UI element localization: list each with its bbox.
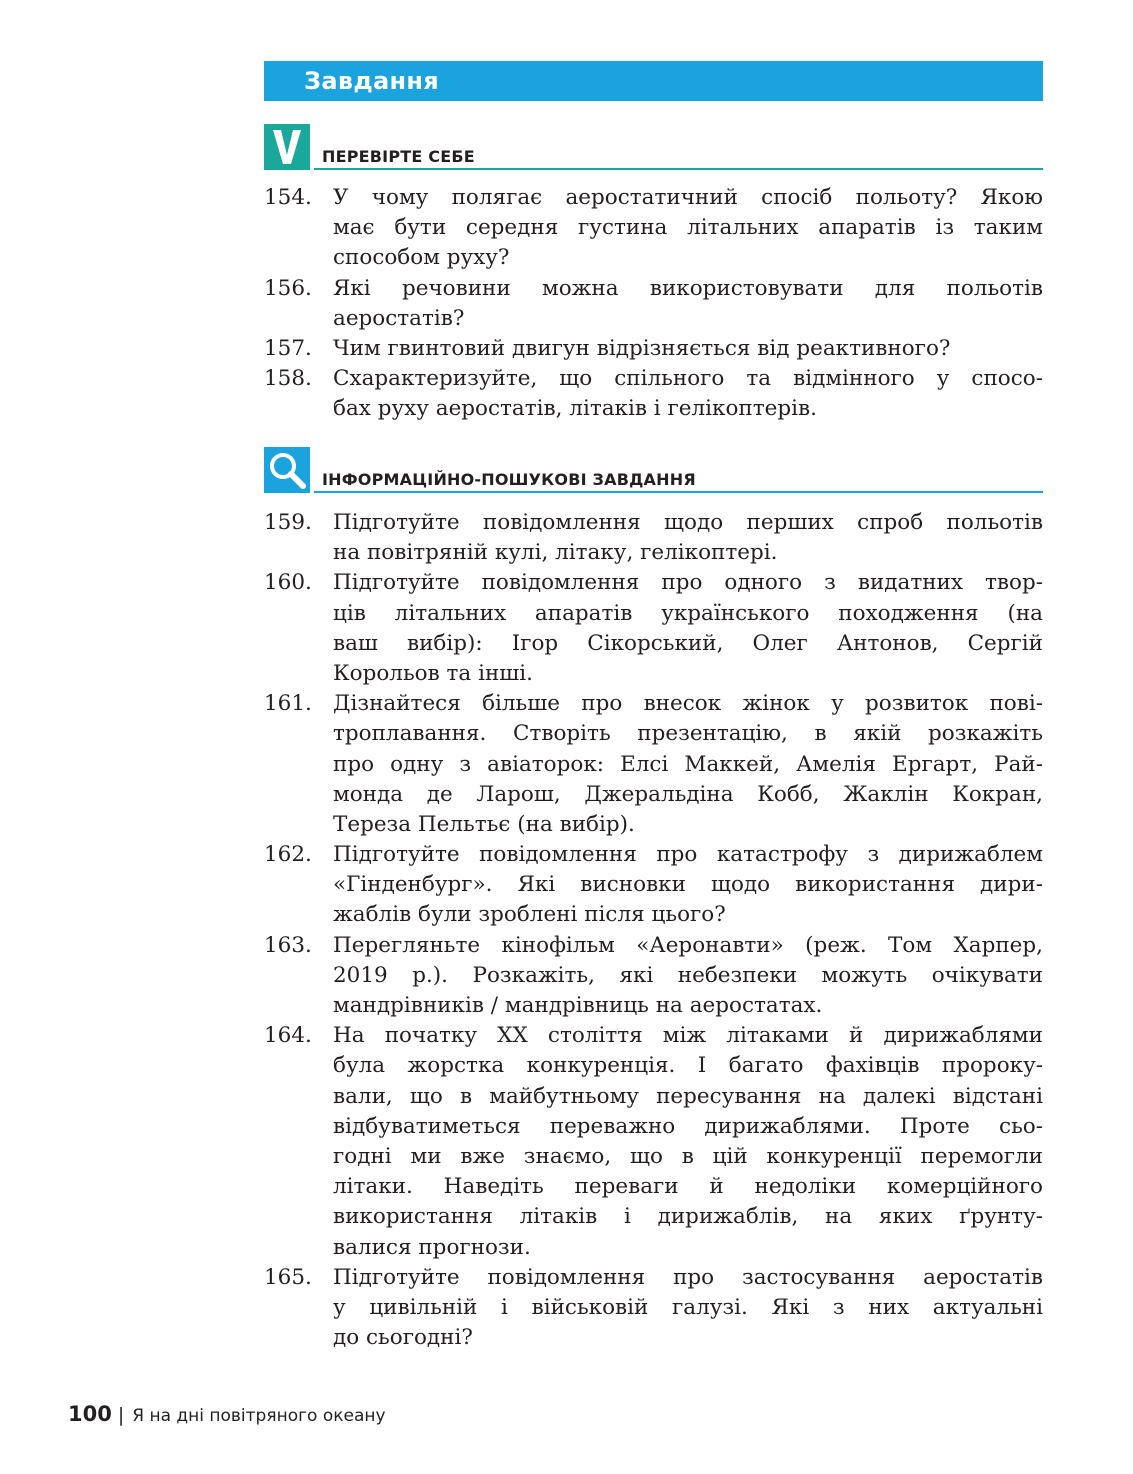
footer-separator: | (117, 1404, 125, 1426)
task-text-line: літаки. Наведіть переваги й недоліки комерційного (333, 1174, 1043, 1200)
task-number: 162. (264, 842, 312, 868)
task-text-line: до сьогодні? (333, 1325, 473, 1351)
task-text-line: використання літаків і дирижаблів, на яких ґрунту- (333, 1204, 1043, 1230)
page-footer (68, 1402, 386, 1426)
task-text-line: аеростатів? (333, 305, 465, 331)
task-text-line: про одну з авіаторок: Елсі Маккей, Амелія Ергарт, Рай- (333, 751, 1043, 777)
magnifier-icon (264, 447, 310, 493)
check-yourself-list (264, 183, 1043, 425)
task-number: 163. (264, 932, 312, 958)
chapter-title: Я на дні повітряного океану (132, 1406, 386, 1426)
task-text-line: на повітряній кулі, літаку, гелікоптері. (333, 540, 778, 566)
banner-title: Завдання (304, 67, 439, 95)
task-number: 161. (264, 691, 312, 717)
task-text-line: Чим гвинтовий двигун відрізняється від реактивного? (333, 335, 951, 361)
task-item (264, 274, 1043, 334)
task-text-line: Перегляньте кінофільм «Аеронавти» (реж. Том Харпер, (333, 932, 1043, 958)
task-text-line: «Гінденбург». Які висновки щодо використання дири- (333, 872, 1043, 898)
task-item (264, 364, 1043, 424)
task-text-line: у цивільній і військовій галузі. Які з них актуальні (333, 1294, 1043, 1320)
task-item (264, 183, 1043, 274)
section-check-yourself-header (264, 124, 1043, 170)
task-text-line: мандрівників / мандрівниць на аеростатах. (333, 993, 823, 1018)
task-text-line: жаблів були зроблені після цього? (333, 902, 726, 928)
task-text-line: годні ми вже знаємо, що в цій конкуренції перемогли (333, 1143, 1043, 1169)
task-text-line: монда де Ларош, Джеральдіна Кобб, Жаклін Кокран, (333, 781, 1043, 807)
task-text-line: валися прогнози. (333, 1234, 531, 1260)
task-text-line: має бути середня густина літальних апаратів із таким (333, 215, 1043, 241)
task-number: 158. (264, 366, 312, 392)
task-item (264, 508, 1043, 568)
task-text-line: 2019 р.). Розкажіть, які небезпеки можуть очікувати (333, 962, 1043, 988)
task-text-line: Підготуйте повідомлення про катастрофу з дирижаблем (333, 842, 1043, 868)
section-label: ПЕРЕВІРТЕ СЕБЕ (322, 147, 475, 166)
task-text-line: На початку XX століття між літаками й дирижаблями (333, 1023, 1043, 1049)
task-number: 165. (264, 1264, 312, 1290)
task-text-line: ваш вибір): Ігор Сікорський, Олег Антонов, Сергій (333, 630, 1043, 656)
task-text-line: Корольов та інші. (333, 660, 533, 686)
task-item (264, 1021, 1043, 1263)
task-text-line: Підготуйте повідомлення про одного з видатних твор- (333, 570, 1043, 596)
task-number: 154. (264, 185, 312, 210)
task-text-line: була жорстка конкуренція. І багато фахівців пророку- (333, 1053, 1043, 1079)
task-item (264, 931, 1043, 1022)
page-number: 100 (68, 1402, 112, 1426)
task-text-line: відбуватиметься переважно дирижаблями. Проте сьо- (333, 1113, 1043, 1139)
task-text-line: бах руху аеростатів, літаків і гелікоптерів. (333, 396, 817, 422)
research-tasks-list (264, 508, 1043, 1353)
task-text-line: Тереза Пельтьє (на вибір). (333, 811, 635, 837)
task-item (264, 1263, 1043, 1354)
task-item (264, 840, 1043, 931)
task-text-line: способом руху? (333, 245, 510, 271)
task-text-line: Схарактеризуйте, що спільного та відмінного у спосо- (333, 366, 1043, 392)
task-text-line: ців літальних апаратів українського походження (на (333, 600, 1043, 626)
task-item (264, 689, 1043, 840)
task-text-line: троплавання. Створіть презентацію, в якій розкажіть (333, 721, 1043, 747)
task-text-line: Підготуйте повідомлення щодо перших спроб польотів (333, 510, 1043, 535)
task-number: 160. (264, 570, 312, 596)
section-label: ІНФОРМАЦІЙНО-ПОШУКОВІ ЗАВДАННЯ (322, 470, 696, 489)
task-text-line: вали, що в майбутньому пересування на далекі відстані (333, 1083, 1043, 1109)
task-text-line: Дізнайтеся більше про внесок жінок у розвиток пові- (333, 691, 1043, 717)
task-number: 156. (264, 275, 312, 301)
section-rule (314, 491, 1043, 493)
task-item (264, 568, 1043, 689)
section-research-header (264, 447, 1043, 493)
task-text-line: У чому полягає аеростатичний спосіб польоту? Якою (333, 185, 1043, 210)
task-number: 159. (264, 510, 312, 535)
task-text-line: Підготуйте повідомлення про застосування аеростатів (333, 1264, 1043, 1290)
checkmark-icon (264, 124, 310, 170)
task-number: 164. (264, 1023, 312, 1049)
tasks-banner (264, 61, 1043, 101)
task-number: 157. (264, 335, 312, 361)
task-item (264, 334, 1043, 364)
task-text-line: Які речовини можна використовувати для польотів (333, 275, 1043, 301)
section-rule (314, 168, 1043, 170)
